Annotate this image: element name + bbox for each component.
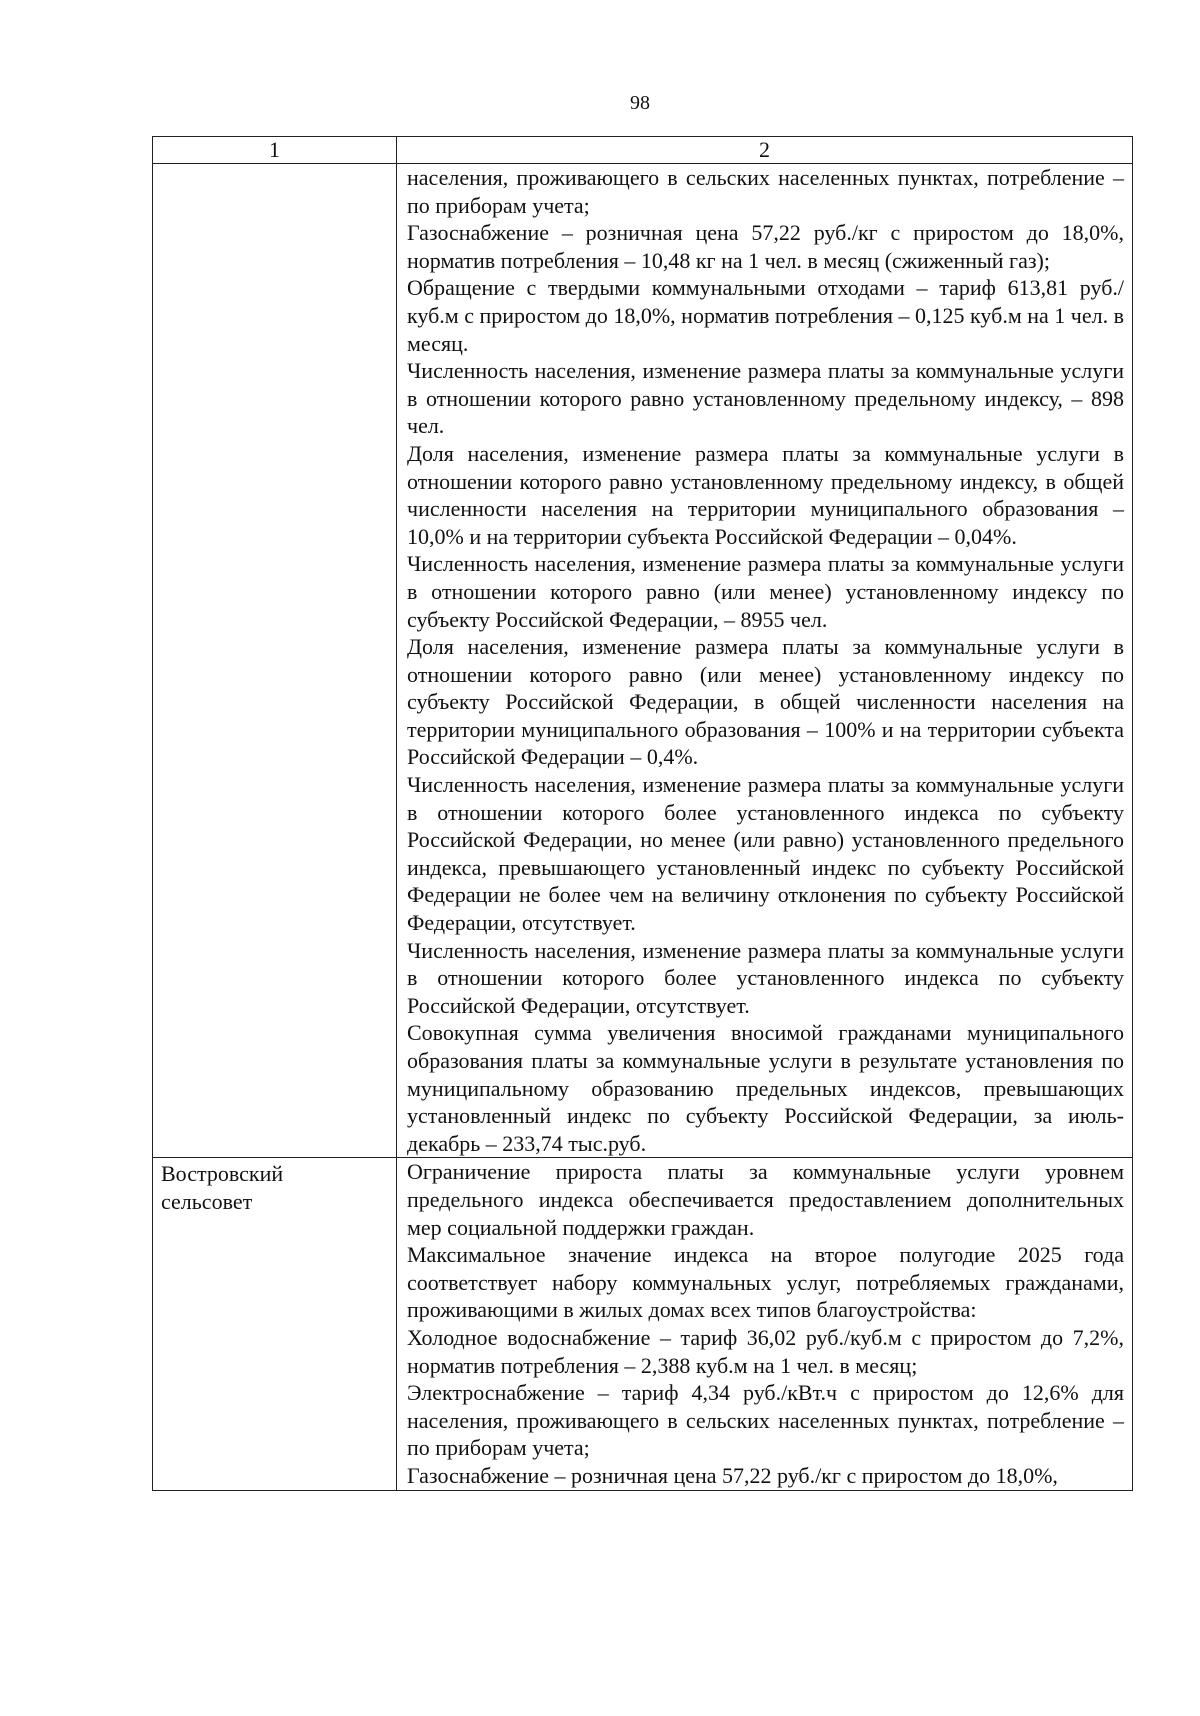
paragraph: Численность населения, изменение размера платы за коммунальные услуги в отношении которого равно (или менее) установленному индексу по субъекту Российской Федерации, – 8955 чел. bbox=[407, 551, 1124, 632]
description-cell bbox=[397, 164, 1133, 1158]
paragraph: Доля населения, изменение размера платы за коммунальные услуги в отношении которого равно установленному предельному индексу, в общей численности населения на территории муниципального образования – 10,0% и на территории субъекта Российской Федерации – 0,04%. bbox=[407, 440, 1124, 549]
paragraph: Численность населения, изменение размера платы за коммунальные услуги в отношении которого равно установленному предельному индексу, – 898 чел. bbox=[407, 358, 1124, 439]
document-table bbox=[152, 136, 1133, 1491]
paragraph: населения, проживающего в сельских населенных пунктах, потребление – по приборам учета; bbox=[407, 165, 1124, 218]
paragraph: Газоснабжение – розничная цена 57,22 руб./кг с приростом до 18,0%, норматив потребления – 10,48 кг на 1 чел. в месяц (сжиженный газ); bbox=[407, 220, 1124, 273]
page-number: 98 bbox=[630, 92, 650, 114]
paragraph: Совокупная сумма увеличения вносимой гражданами муниципального образования платы за коммунальные услуги в результате установления по муниципальному образованию предельных индексов, превышающих установленный индекс по субъекту Российской Федерации, за июль-декабрь – 233,74 тыс.руб. bbox=[407, 1020, 1124, 1156]
paragraph: Численность населения, изменение размера платы за коммунальные услуги в отношении которого более установленного индекса по субъекту Российской Федерации, но менее (или равно) установленного предельного индекса, превышающего установленный индекс по субъекту Российской Федерации не более чем на величину отклонения по субъекту Российской Федерации, отсутствует. bbox=[407, 772, 1124, 936]
column-header-2: 2 bbox=[397, 137, 1133, 164]
region-cell bbox=[153, 164, 397, 1158]
table-row bbox=[153, 1158, 1133, 1490]
description-cell bbox=[397, 1158, 1133, 1490]
table-row bbox=[153, 164, 1133, 1158]
paragraph: Максимальное значение индекса на второе полугодие 2025 года соответствует набору коммунальных услуг, потребляемых гражданами, проживающими в жилых домах всех типов благоустройства: bbox=[407, 1242, 1124, 1323]
paragraph: Холодное водоснабжение – тариф 36,02 руб./куб.м с приростом до 7,2%, норматив потребления – 2,388 куб.м на 1 чел. в месяц; bbox=[407, 1324, 1124, 1378]
table-header-row bbox=[153, 137, 1133, 164]
paragraph: Доля населения, изменение размера платы за коммунальные услуги в отношении которого равно (или менее) установленному индексу по субъекту Российской Федерации, в общей численности населения на территории муниципального образования – 100% и на территории субъекта Российской Федерации – 0,4%. bbox=[407, 634, 1124, 770]
region-cell: Востровский сельсовет bbox=[153, 1158, 397, 1490]
paragraph: Численность населения, изменение размера платы за коммунальные услуги в отношении которого более установленного индекса по субъекту Российской Федерации, отсутствует. bbox=[407, 937, 1124, 1018]
paragraph: Газоснабжение – розничная цена 57,22 руб./кг с приростом до 18,0%, bbox=[407, 1462, 1058, 1488]
paragraph: Ограничение прироста платы за коммунальные услуги уровнем предельного индекса обеспечивается предоставлением дополнительных мер социальной поддержки граждан. bbox=[407, 1159, 1124, 1240]
paragraph: Обращение с твердыми коммунальными отходами – тариф 613,81 руб./куб.м с приростом до 18,0%, норматив потребления – 0,125 куб.м на 1 чел. в месяц. bbox=[407, 275, 1124, 356]
column-header-1: 1 bbox=[153, 137, 397, 164]
paragraph: Электроснабжение – тариф 4,34 руб./кВт.ч с приростом до 12,6% для населения, проживающего в сельских населенных пунктах, потребление – по приборам учета; bbox=[407, 1380, 1124, 1461]
